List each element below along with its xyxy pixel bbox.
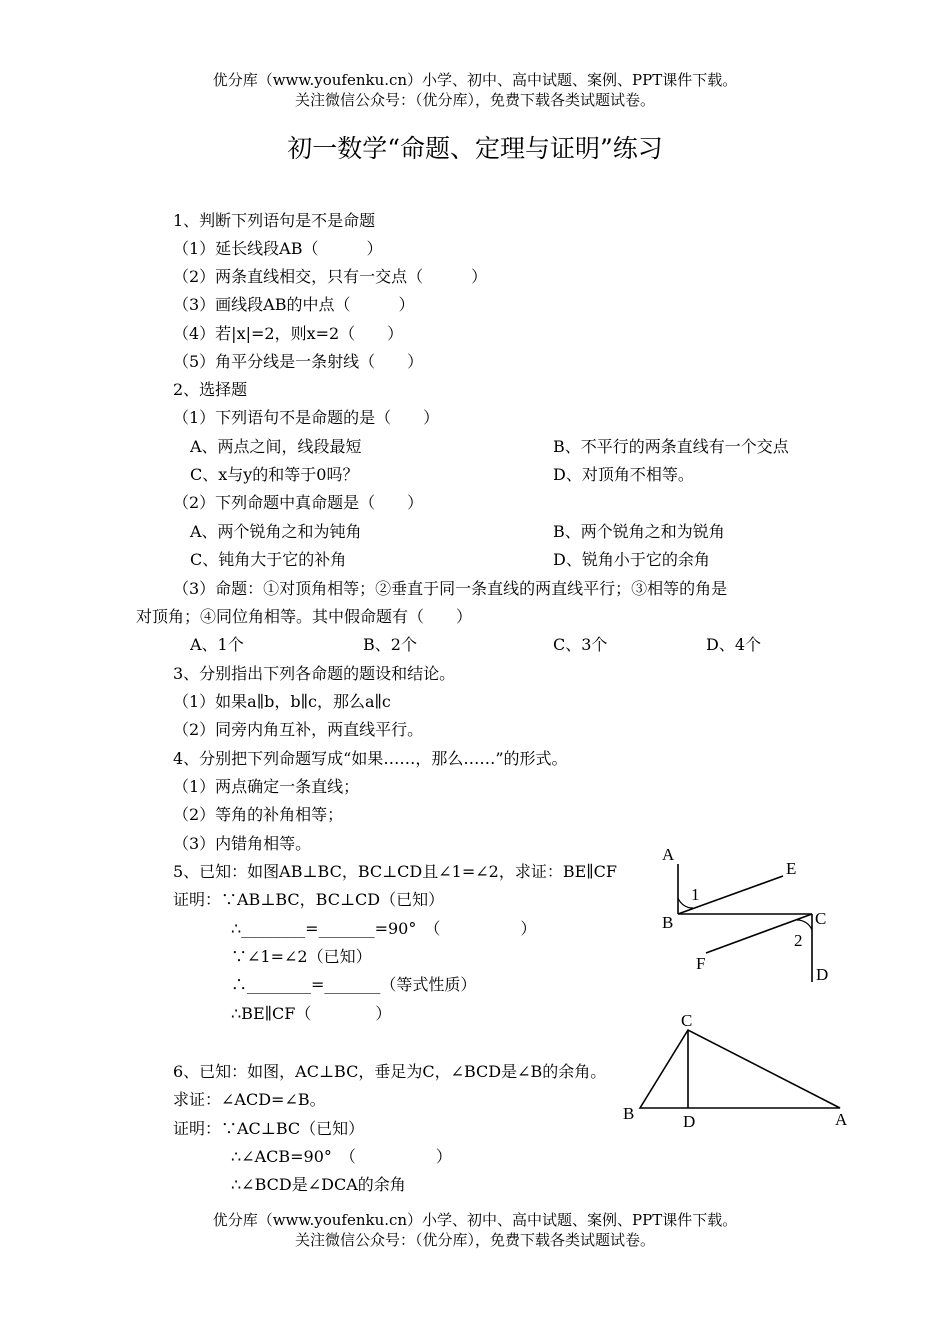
q6-step-1: ∴∠ACB=90° （ ） bbox=[231, 1147, 452, 1166]
q5-label-f: F bbox=[696, 954, 706, 973]
q6-proof-label: 证明：∵AC⊥BC（已知） bbox=[173, 1119, 365, 1138]
q1-item-4: （4）若|x|=2，则x=2（ ） bbox=[173, 324, 404, 343]
q4-item-3: （3）内错角相等。 bbox=[173, 834, 312, 853]
q2-sub1-option-c: C、x与y的和等于0吗？ bbox=[190, 465, 359, 484]
q5-angle-2-arc bbox=[797, 920, 812, 930]
q5-label-b: B bbox=[662, 913, 674, 932]
q5-figure bbox=[650, 840, 850, 990]
q5-step-2: ∵∠1=∠2（已知） bbox=[231, 947, 372, 966]
q4-stem: 4、分别把下列命题写成“如果……，那么……”的形式。 bbox=[173, 749, 568, 768]
q5-step-3: ∴________=_______（等式性质） bbox=[231, 975, 477, 994]
q3-item-1: （1）如果a∥b，b∥c，那么a∥c bbox=[173, 692, 391, 711]
q5-stem: 5、已知：如图AB⊥BC，BC⊥CD且∠1=∠2，求证：BE∥CF bbox=[173, 862, 618, 881]
q3-stem: 3、分别指出下列各命题的题设和结论。 bbox=[173, 664, 456, 683]
q2-sub3-option-b: B、2个 bbox=[363, 635, 417, 654]
header-line-1: 优分库（www.youfenku.cn）小学、初中、高中试题、案例、PPT课件下载。 bbox=[212, 71, 738, 89]
q5-proof-label: 证明：∵AB⊥BC，BC⊥CD（已知） bbox=[173, 890, 445, 909]
footer-line-2: 关注微信公众号：（优分库），免费下载各类试题试卷。 bbox=[294, 1231, 655, 1249]
q2-sub2-option-a: A、两个锐角之和为钝角 bbox=[190, 522, 362, 541]
q4-item-2: （2）等角的补角相等； bbox=[173, 805, 344, 824]
q3-item-2: （2）同旁内角互补，两直线平行。 bbox=[173, 720, 424, 739]
q5-step-4: ∴BE∥CF（ ） bbox=[231, 1004, 392, 1023]
q2-sub3-option-a: A、1个 bbox=[190, 635, 244, 654]
q5-label-two: 2 bbox=[794, 931, 803, 950]
q5-step-1: ∴________=_______=90° （ ） bbox=[231, 919, 537, 938]
q2-sub1-option-a: A、两点之间，线段最短 bbox=[190, 437, 362, 456]
q6-step-2: ∴∠BCD是∠DCA的余角 bbox=[231, 1175, 406, 1194]
q6-label-c: C bbox=[681, 1011, 693, 1030]
q2-sub2-option-d: D、锐角小于它的余角 bbox=[553, 550, 710, 569]
q6-label-b: B bbox=[623, 1104, 635, 1123]
q1-item-1: （1）延长线段AB（ ） bbox=[173, 239, 383, 258]
q4-item-1: （1）两点确定一条直线； bbox=[173, 777, 360, 796]
header-line-2: 关注微信公众号：（优分库），免费下载各类试题试卷。 bbox=[294, 91, 655, 109]
q1-stem: 1、判断下列语句是不是命题 bbox=[173, 211, 376, 230]
q5-label-c: C bbox=[815, 909, 827, 928]
q2-sub3-option-d: D、4个 bbox=[706, 635, 762, 654]
q2-sub3-option-c: C、3个 bbox=[553, 635, 608, 654]
q1-item-5: （5）角平分线是一条射线（ ） bbox=[173, 352, 424, 371]
q5-label-a: A bbox=[662, 845, 675, 864]
q2-sub1-stem: （1）下列语句不是命题的是（ ） bbox=[173, 408, 440, 427]
q6-prove: 求证：∠ACD=∠B。 bbox=[173, 1090, 326, 1109]
q5-label-e: E bbox=[786, 859, 797, 878]
q2-sub3-stem-line-1: （3）命题：①对顶角相等；②垂直于同一条直线的两直线平行；③相等的角是 bbox=[173, 579, 728, 598]
q2-stem: 2、选择题 bbox=[173, 380, 248, 399]
q1-item-3: （3）画线段AB的中点（ ） bbox=[173, 295, 415, 314]
page-title: 初一数学“命题、定理与证明”练习 bbox=[287, 134, 663, 163]
q6-label-d: D bbox=[683, 1112, 696, 1131]
q6-figure bbox=[618, 1008, 858, 1138]
q2-sub3-stem-line-2: 对顶角；④同位角相等。其中假命题有（ ） bbox=[136, 607, 473, 626]
q1-item-2: （2）两条直线相交，只有一交点（ ） bbox=[173, 267, 488, 286]
q2-sub1-option-d: D、对顶角不相等。 bbox=[553, 465, 694, 484]
q2-sub2-stem: （2）下列命题中真命题是（ ） bbox=[173, 493, 424, 512]
q2-sub2-option-b: B、两个锐角之和为锐角 bbox=[553, 522, 725, 541]
footer-line-1: 优分库（www.youfenku.cn）小学、初中、高中试题、案例、PPT课件下载。 bbox=[212, 1211, 738, 1229]
q6-stem: 6、已知：如图，AC⊥BC，垂足为C，∠BCD是∠B的余角。 bbox=[173, 1062, 607, 1081]
q2-sub1-option-b: B、不平行的两条直线有一个交点 bbox=[553, 437, 789, 456]
q5-label-one: 1 bbox=[691, 885, 700, 904]
q5-label-d: D bbox=[816, 965, 829, 984]
q6-triangle-abc bbox=[640, 1030, 840, 1108]
q2-sub2-option-c: C、钝角大于它的补角 bbox=[190, 550, 347, 569]
q6-label-a: A bbox=[835, 1110, 848, 1129]
